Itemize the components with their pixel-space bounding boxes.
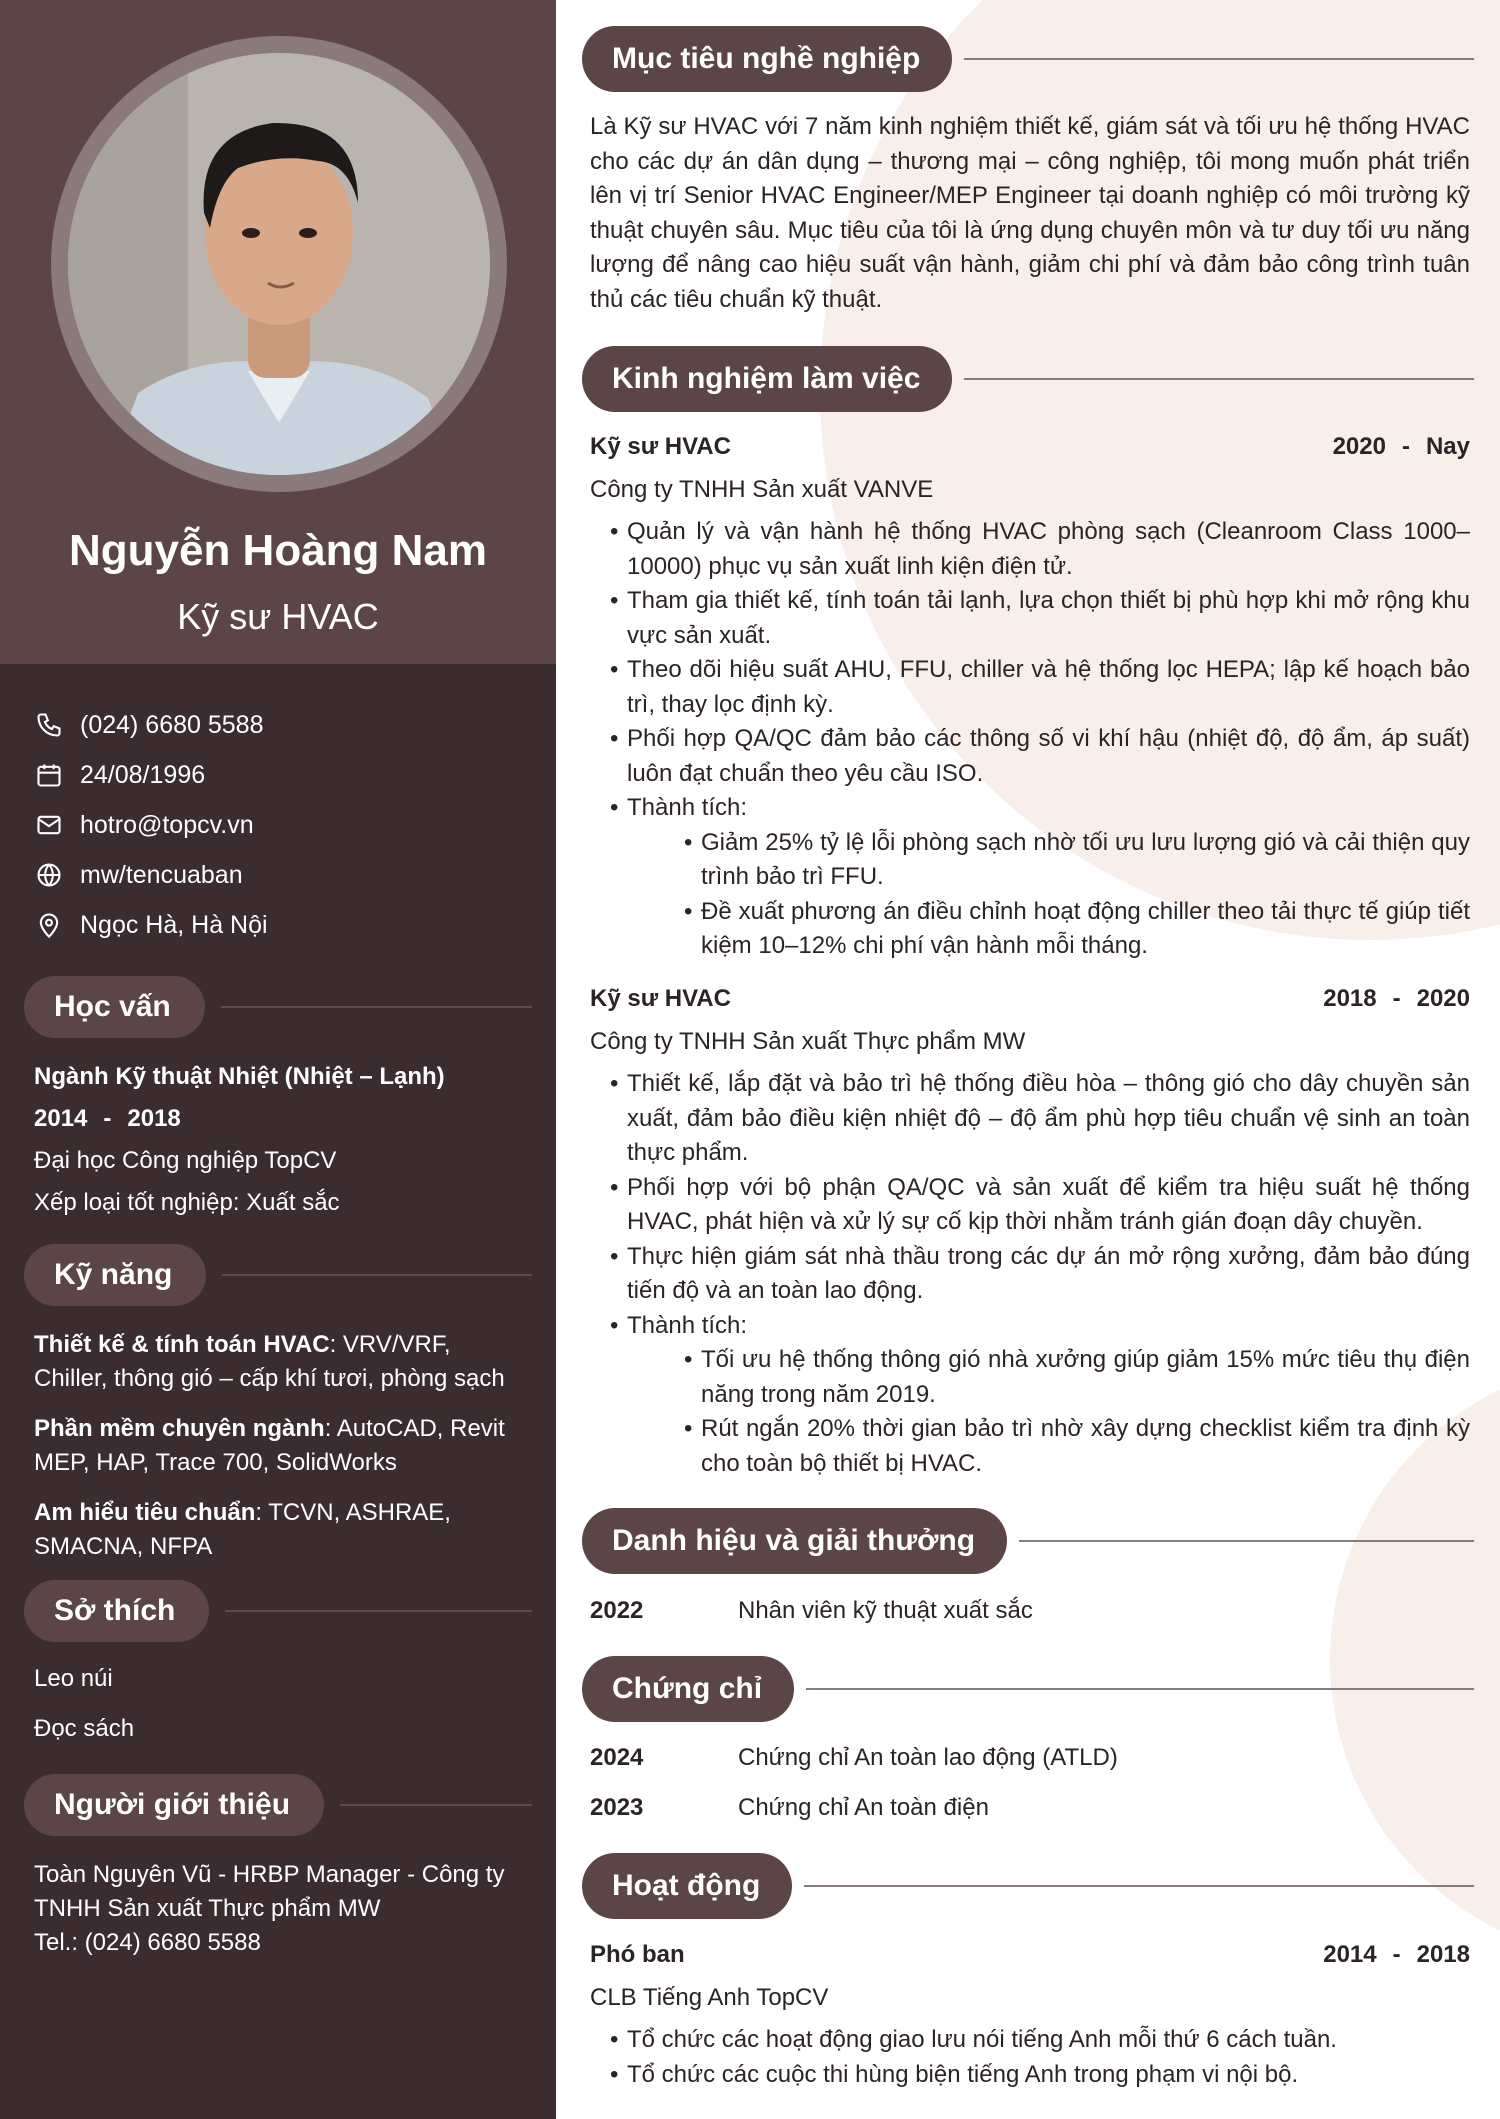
job-end: Nay (1425, 433, 1470, 460)
activity-role: Phó ban (590, 1941, 685, 1968)
certificate-item (590, 1733, 1470, 1783)
skill-detail: : AutoCAD, Revit MEP, HAP, Trace 700, SolidWorks (34, 1415, 505, 1476)
reference-text: Toàn Nguyên Vũ - HRBP Manager - Công ty TNHH Sản xuất Thực phẩm MW (34, 1861, 505, 1922)
hobby-item: Leo núi (34, 1665, 113, 1692)
job-dates: 2020 - Nay (1332, 433, 1470, 460)
job-position: Kỹ sư HVAC (590, 433, 731, 460)
job-bullet: • Phối hợp QA/QC đảm bảo các thông số vi khí hậu (nhiệt độ, độ ẩm, áp suất) luôn đạt chuẩn theo yêu cầu ISO. (590, 722, 1470, 791)
achievement-item: • Rút ngắn 20% thời gian bảo trì nhờ xây dựng checklist kiểm tra định kỳ cho toàn bộ thiết bị HVAC. (590, 1412, 1470, 1481)
job-header (590, 982, 1470, 1017)
job-end: 2020 (1416, 985, 1470, 1012)
profile-header (0, 0, 556, 664)
objective-heading (582, 26, 1474, 92)
education-major: Ngành Kỹ thuật Nhiệt (Nhiệt – Lạnh) (34, 1063, 445, 1090)
job-bullet: • Tham gia thiết kế, tính toán tải lạnh, lựa chọn thiết bị phù hợp khi mở rộng khu vực sản xuất. (590, 584, 1470, 653)
references-heading (0, 1774, 556, 1836)
award-item (590, 1586, 1470, 1636)
phone-text: (024) 6680 5588 (80, 710, 264, 739)
heading-divider (1019, 1540, 1474, 1542)
job-bullets (590, 1067, 1470, 1343)
skills-heading-label: Kỹ năng (24, 1244, 206, 1306)
achievement-item: • Đề xuất phương án điều chỉnh hoạt động chiller theo tải thực tế giúp tiết kiệm 10–12% chi phí vận hành mỗi tháng. (590, 895, 1470, 964)
certificate-item (590, 1783, 1470, 1833)
contact-website (34, 850, 556, 900)
skill-detail: : TCVN, ASHRAE, SMACNA, NFPA (34, 1499, 451, 1560)
certificate-text: Chứng chỉ An toàn điện (738, 1794, 989, 1821)
education-grade: Xếp loại tốt nghiệp: Xuất sắc (34, 1189, 340, 1216)
main-content (556, 0, 1500, 2119)
education-school: Đại học Công nghiệp TopCV (34, 1147, 337, 1174)
certificate-text: Chứng chỉ An toàn lao động (ATLD) (738, 1744, 1118, 1771)
job-company: Công ty TNHH Sản xuất Thực phẩm MW (590, 1027, 1026, 1055)
heading-divider (222, 1274, 532, 1276)
activity-start: 2014 (1323, 1941, 1377, 1968)
job-bullet: • Thành tích: (590, 791, 1470, 826)
candidate-title: Kỹ sư HVAC (177, 596, 379, 637)
job-achievements (590, 826, 1470, 964)
contact-list (0, 664, 556, 950)
skill-item (34, 1328, 522, 1396)
activity-bullet: • Tổ chức các hoạt động giao lưu nói tiếng Anh mỗi thứ 6 cách tuần. (590, 2023, 1470, 2058)
certificates-heading (582, 1656, 1474, 1722)
heading-divider (225, 1610, 532, 1612)
job-start: 2018 (1323, 985, 1377, 1012)
job-header (590, 430, 1470, 465)
education-body (0, 1060, 556, 1220)
award-year: 2022 (590, 1597, 644, 1624)
avatar-ring (51, 36, 507, 492)
globe-icon (34, 860, 64, 890)
skill-item (34, 1496, 522, 1564)
contact-birthday (34, 750, 556, 800)
skill-name: Thiết kế & tính toán HVAC (34, 1331, 330, 1358)
education-dates: 2014 - 2018 (34, 1105, 181, 1132)
hobbies-heading (0, 1580, 556, 1642)
job-company: Công ty TNHH Sản xuất VANVE (590, 475, 934, 503)
job-start: 2020 (1332, 433, 1386, 460)
skill-detail: : VRV/VRF, Chiller, thông gió – cấp khí tươi, phòng sạch (34, 1331, 505, 1392)
objective-text: Là Kỹ sư HVAC với 7 năm kinh nghiệm thiết kế, giám sát và tối ưu hệ thống HVAC cho các dự án dân dụng – thương mại – công nghiệp, tôi mong muốn phát triển lên vị trí Senior HVAC Engineer/MEP Engineer tại doanh nghiệp có môi trường kỹ thuật chuyên sâu. Mục tiêu của tôi là ứng dụng chuyên môn và tư duy tối ưu năng lượng để nâng cao hiệu suất vận hành, giảm chi phí và đảm bảo công trình tuân thủ các tiêu chuẩn kỹ thuật. (590, 113, 1470, 313)
objective-heading-label: Mục tiêu nghề nghiệp (582, 26, 952, 92)
award-text: Nhân viên kỹ thuật xuất sắc (738, 1597, 1033, 1624)
email-text: hotro@topcv.vn (80, 810, 254, 839)
hobby-item: Đọc sách (34, 1715, 135, 1742)
references-body (0, 1858, 556, 1960)
heading-divider (221, 1006, 532, 1008)
job-achievements (590, 1343, 1470, 1481)
contact-phone (34, 700, 556, 750)
job-bullet: • Thực hiện giám sát nhà thầu trong các dự án mở rộng xưởng, đảm bảo đúng tiến độ và an toàn lao động. (590, 1240, 1470, 1309)
education-end: 2018 (127, 1105, 181, 1132)
job-entry (590, 430, 1470, 964)
reference-tel: Tel.: (024) 6680 5588 (34, 1929, 261, 1956)
activities-heading (582, 1853, 1474, 1919)
contact-address (34, 900, 556, 950)
heading-divider (964, 58, 1474, 60)
hobbies-body (0, 1662, 556, 1762)
mail-icon (34, 810, 64, 840)
job-bullets (590, 515, 1470, 826)
heading-divider (964, 378, 1474, 380)
heading-divider (340, 1804, 532, 1806)
experience-heading (582, 346, 1474, 412)
birthday-text: 24/08/1996 (80, 760, 206, 789)
job-bullet: • Thành tích: (590, 1309, 1470, 1344)
achievement-item: • Tối ưu hệ thống thông gió nhà xưởng giúp giảm 15% mức tiêu thụ điện năng trong năm 2019. (590, 1343, 1470, 1412)
activity-org: CLB Tiếng Anh TopCV (590, 1983, 829, 2011)
job-bullet: • Quản lý và vận hành hệ thống HVAC phòng sạch (Cleanroom Class 1000–10000) phục vụ sản xuất linh kiện điện tử. (590, 515, 1470, 584)
skills-heading (0, 1244, 556, 1306)
skill-item (34, 1412, 522, 1480)
phone-icon (34, 710, 64, 740)
activity-entry (590, 1938, 1470, 2092)
avatar (68, 53, 490, 475)
location-pin-icon (34, 910, 64, 940)
activity-end: 2018 (1416, 1941, 1470, 1968)
website-text: mw/tencuaban (80, 860, 243, 889)
heading-divider (804, 1885, 1474, 1887)
heading-divider (806, 1688, 1474, 1690)
activities-heading-label: Hoạt động (582, 1853, 792, 1919)
job-bullet: • Thiết kế, lắp đặt và bảo trì hệ thống điều hòa – thông gió cho dây chuyền sản xuất, đảm bảo điều kiện nhiệt độ – độ ẩm phù hợp tiêu chuẩn vệ sinh an toàn thực phẩm. (590, 1067, 1470, 1171)
certificate-year: 2023 (590, 1794, 644, 1821)
job-dates: 2018 - 2020 (1323, 985, 1470, 1012)
contact-email (34, 800, 556, 850)
certificates-heading-label: Chứng chỉ (582, 1656, 794, 1722)
calendar-icon (34, 760, 64, 790)
awards-heading-label: Danh hiệu và giải thưởng (582, 1508, 1007, 1574)
skill-name: Am hiểu tiêu chuẩn (34, 1499, 256, 1526)
avatar-photo (68, 53, 490, 475)
achievement-item: • Giảm 25% tỷ lệ lỗi phòng sạch nhờ tối ưu lưu lượng gió và cải thiện quy trình bảo trì FFU. (590, 826, 1470, 895)
job-position: Kỹ sư HVAC (590, 985, 731, 1012)
awards-heading (582, 1508, 1474, 1574)
sidebar (0, 0, 556, 2119)
job-bullet: • Phối hợp với bộ phận QA/QC và sản xuất để kiểm tra hiệu suất hệ thống HVAC, phát hiện và xử lý sự cố kịp thời nhằm tránh gián đoạn dây chuyền. (590, 1171, 1470, 1240)
activity-bullet: • Tổ chức các cuộc thi hùng biện tiếng Anh trong phạm vi nội bộ. (590, 2058, 1470, 2093)
job-bullet: • Theo dõi hiệu suất AHU, FFU, chiller và hệ thống lọc HEPA; lập kế hoạch bảo trì, thay lọc định kỳ. (590, 653, 1470, 722)
education-heading-label: Học vấn (24, 976, 205, 1038)
skills-body (0, 1328, 556, 1564)
certificate-year: 2024 (590, 1744, 644, 1771)
activity-header (590, 1938, 1470, 1973)
references-heading-label: Người giới thiệu (24, 1774, 324, 1836)
hobbies-heading-label: Sở thích (24, 1580, 209, 1642)
job-entry (590, 982, 1470, 1481)
skill-name: Phần mềm chuyên ngành (34, 1415, 325, 1442)
address-text: Ngọc Hà, Hà Nội (80, 910, 268, 939)
activity-dates: 2014 - 2018 (1323, 1941, 1470, 1968)
candidate-name: Nguyễn Hoàng Nam (68, 526, 488, 575)
experience-heading-label: Kinh nghiệm làm việc (582, 346, 952, 412)
education-start: 2014 (34, 1105, 88, 1132)
activity-bullets (590, 2023, 1470, 2092)
education-heading (0, 976, 556, 1038)
